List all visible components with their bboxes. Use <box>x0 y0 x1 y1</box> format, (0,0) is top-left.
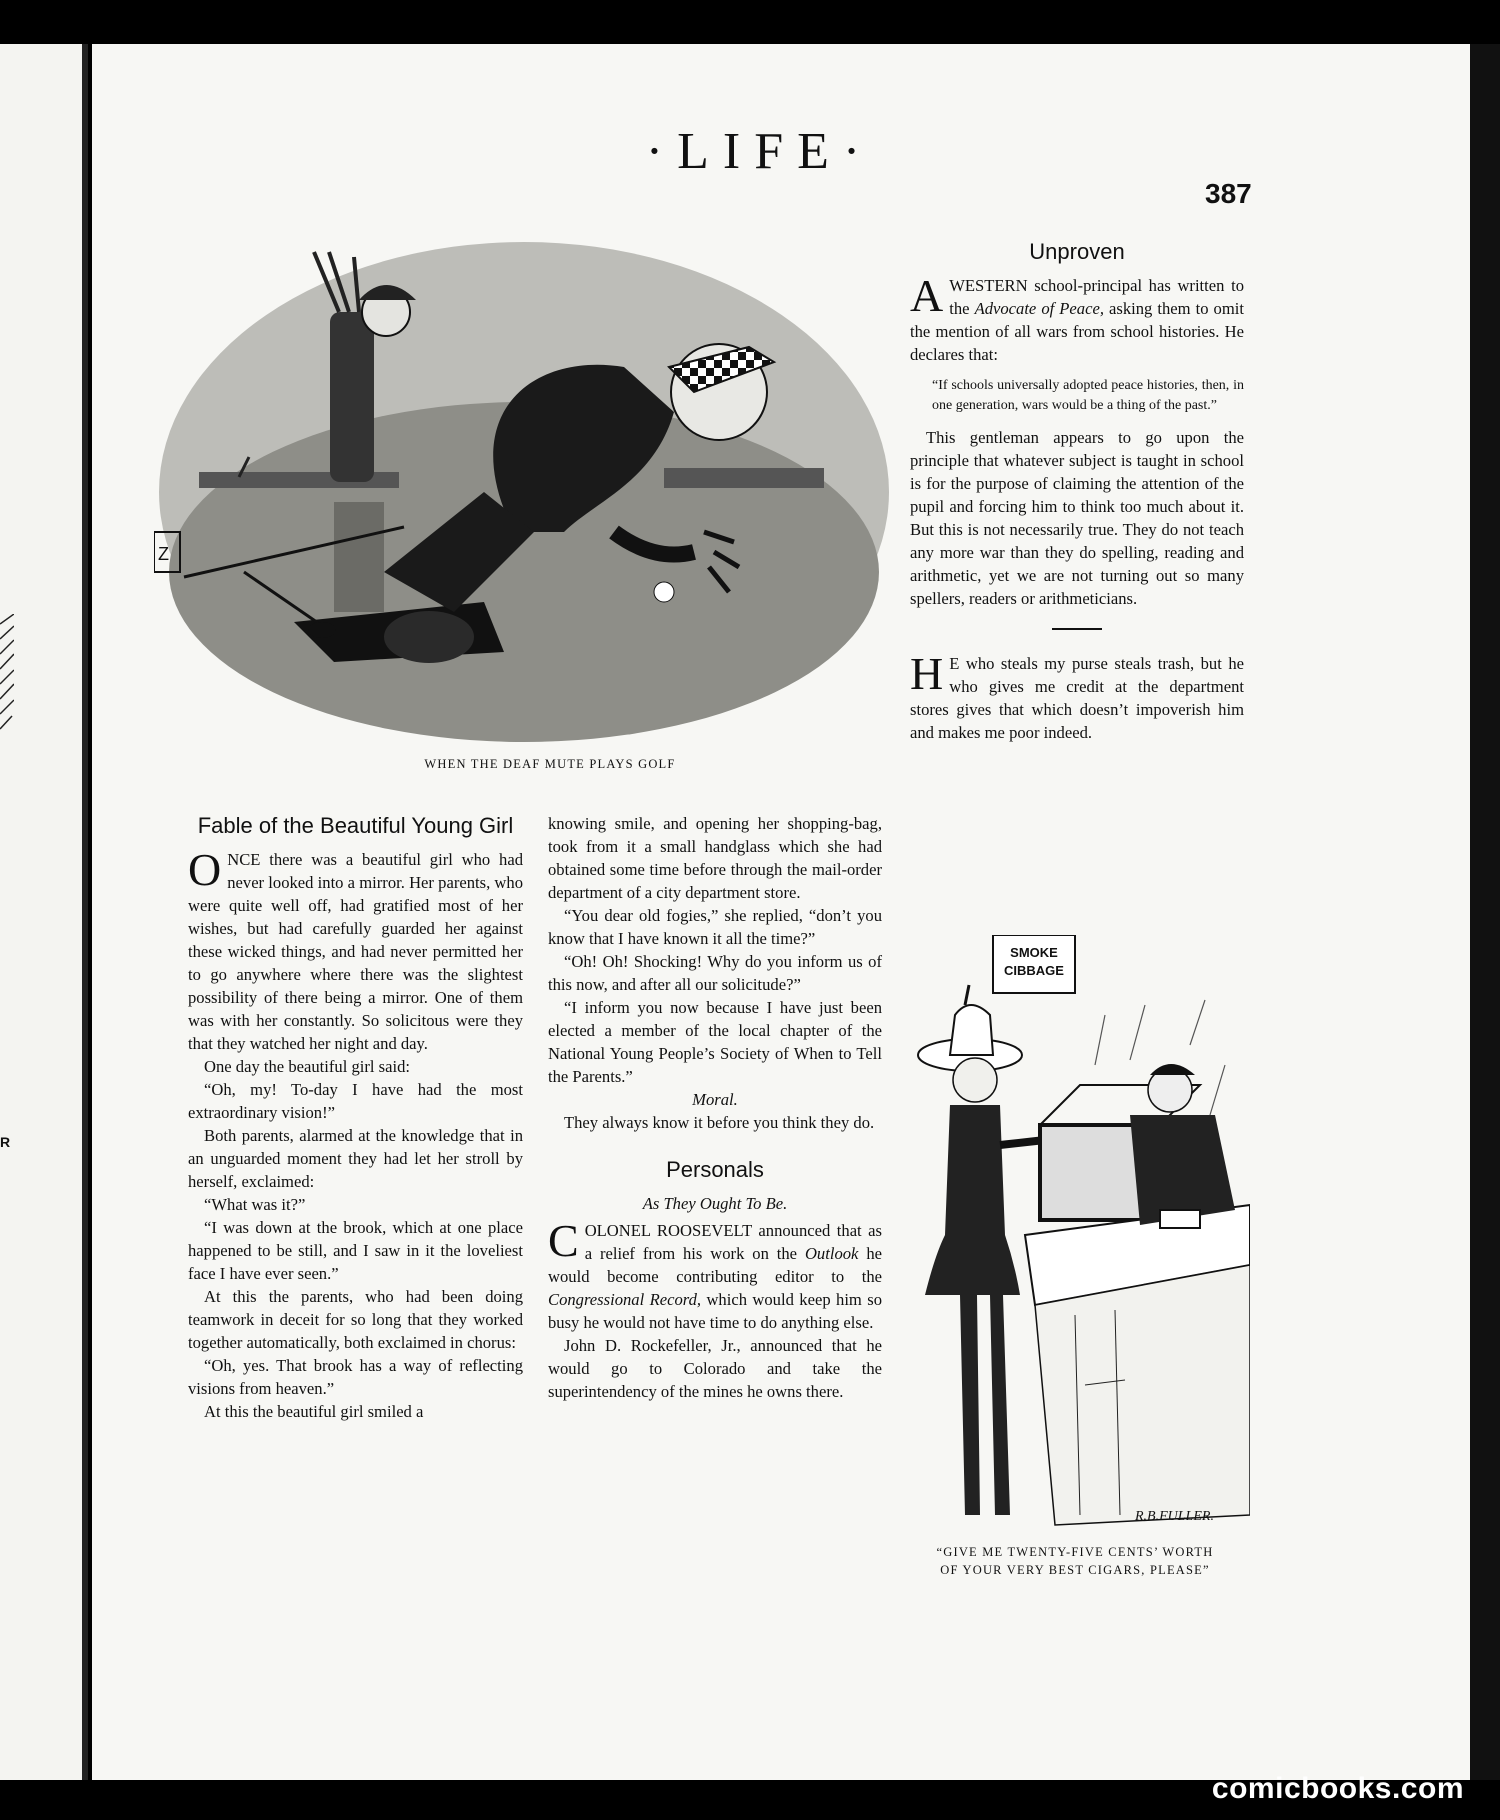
article-title: Fable of the Beautiful Young Girl <box>197 813 514 838</box>
article-paragraph: “Oh! Oh! Shocking! Why do you inform us of this now, and after all our solicitude?” <box>548 952 882 994</box>
page-edge-shadow <box>1470 44 1500 1780</box>
drop-cap: O <box>188 844 222 895</box>
page-number: 387 <box>1205 178 1252 209</box>
golf-cartoon-illustration <box>154 232 894 752</box>
article-paragraph: “You dear old fogies,” she replied, “don’t you know that I have known it all the time?” <box>548 906 882 948</box>
article-paragraph: This gentleman appears to go upon the principle that whatever subject is taught in school is for the purpose of claiming the attention of the pupil and forcing him to think too much about it. But this is not necessarily true. They do not teach any more war than they do spelling, reading and arithmetic, yet we are not turning out so many spellers, readers or arithmeticians. <box>910 428 1244 608</box>
article-unproven <box>910 238 1244 744</box>
article-paragraph: AWESTERN school-principal has written to the Advocate of Peace, asking them to omit the mention of all wars from school histories. He declares that: <box>910 270 1244 364</box>
golf-cartoon-caption: WHEN THE DEAF MUTE PLAYS GOLF <box>424 757 676 771</box>
page-gutter <box>82 44 88 1780</box>
moral-heading: Moral. <box>692 1090 738 1109</box>
article-paragraph: “I inform you now because I have just been elected a member of the local chapter of the National Young People’s Society of When to Tell the Parents.” <box>548 998 882 1086</box>
article-paragraph: Both parents, alarmed at the knowledge that in an unguarded moment they had let her stroll by herself, exclaimed: <box>188 1126 523 1191</box>
article-paragraph: H E who steals my purse steals trash, but he who gives me credit at the department stores gives that which doesn’t impoverish him and makes me poor indeed. <box>910 648 1244 742</box>
svg-text:Z: Z <box>158 544 169 564</box>
article-paragraph: They always know it before you think they do. <box>564 1113 875 1132</box>
article-paragraph: John D. Rockefeller, Jr., announced that he would go to Colorado and take the superintendency of the mines he owns there. <box>548 1336 882 1401</box>
article-subtitle: As They Ought To Be. <box>642 1194 788 1213</box>
left-page-edge <box>0 44 88 1780</box>
section-divider <box>1052 628 1102 630</box>
article-title: Personals <box>666 1157 764 1182</box>
drop-cap: C <box>548 1215 579 1266</box>
article-paragraph: “Oh, my! To-day I have had the most extraordinary vision!” <box>188 1080 523 1122</box>
article-paragraph: knowing smile, and opening her shopping-bag, took from it a small handglass which she had obtained some time before through the mail-order department of a city department store. <box>548 814 882 902</box>
article-paragraph: COLONEL ROOSEVELT announced that as a relief from his work on the Outlook he would become contributing editor to the Congressional Record, which would keep him so busy he would not have time to do anything else. <box>548 1215 882 1332</box>
article-fable-column-2 <box>548 812 882 1403</box>
article-paragraph: One day the beautiful girl said: <box>204 1057 410 1076</box>
article-paragraph: At this the beautiful girl smiled a <box>204 1402 424 1421</box>
article-paragraph: ONCE there was a beautiful girl who had never looked into a mirror. Her parents, who were quite well off, had gratified most of her wishes, but had carefully guarded her against these wicked things, and had never permitted her to go anywhere where there was the slightest possibility of there being a mirror. One of them was with her constantly. So solicitous were they that they watched her night and day. <box>188 844 523 1053</box>
article-paragraph: “I was down at the brook, which at one place happened to be still, and I saw in it the loveliest face I have ever seen.” <box>188 1218 523 1283</box>
cigar-cartoon-caption: “GIVE ME TWENTY-FIVE CENTS’ WORTH OF YOUR VERY BEST CIGARS, PLEASE” <box>936 1545 1214 1577</box>
cartoon-sign-line-2: CIBBAGE <box>1004 963 1064 978</box>
cigar-counter-cartoon-illustration <box>905 935 1250 1535</box>
cartoon-signature: R.B.FULLER. <box>1135 1509 1214 1524</box>
site-watermark: comicbooks.com <box>1211 1772 1464 1805</box>
article-fable-column-1 <box>188 812 523 1423</box>
drop-cap: A <box>910 270 944 321</box>
left-page-fragment-text: R <box>0 1134 11 1150</box>
article-paragraph: At this the parents, who had been doing teamwork in deceit for so long that they worked together automatically, both exclaimed in chorus: <box>188 1287 523 1352</box>
article-paragraph: “Oh, yes. That brook has a way of reflecting visions from heaven.” <box>188 1356 523 1398</box>
cartoon-sign-line-1: SMOKE <box>1010 945 1058 960</box>
drop-cap: H <box>910 648 944 699</box>
block-quote: “If schools universally adopted peace histories, then, in one generation, wars would be a thing of the past.” <box>932 378 1244 413</box>
article-paragraph: “What was it?” <box>204 1195 306 1214</box>
left-page-illustration-fragment <box>0 614 14 734</box>
masthead-title: ·LIFE· <box>645 123 875 180</box>
article-title: Unproven <box>1029 239 1125 264</box>
